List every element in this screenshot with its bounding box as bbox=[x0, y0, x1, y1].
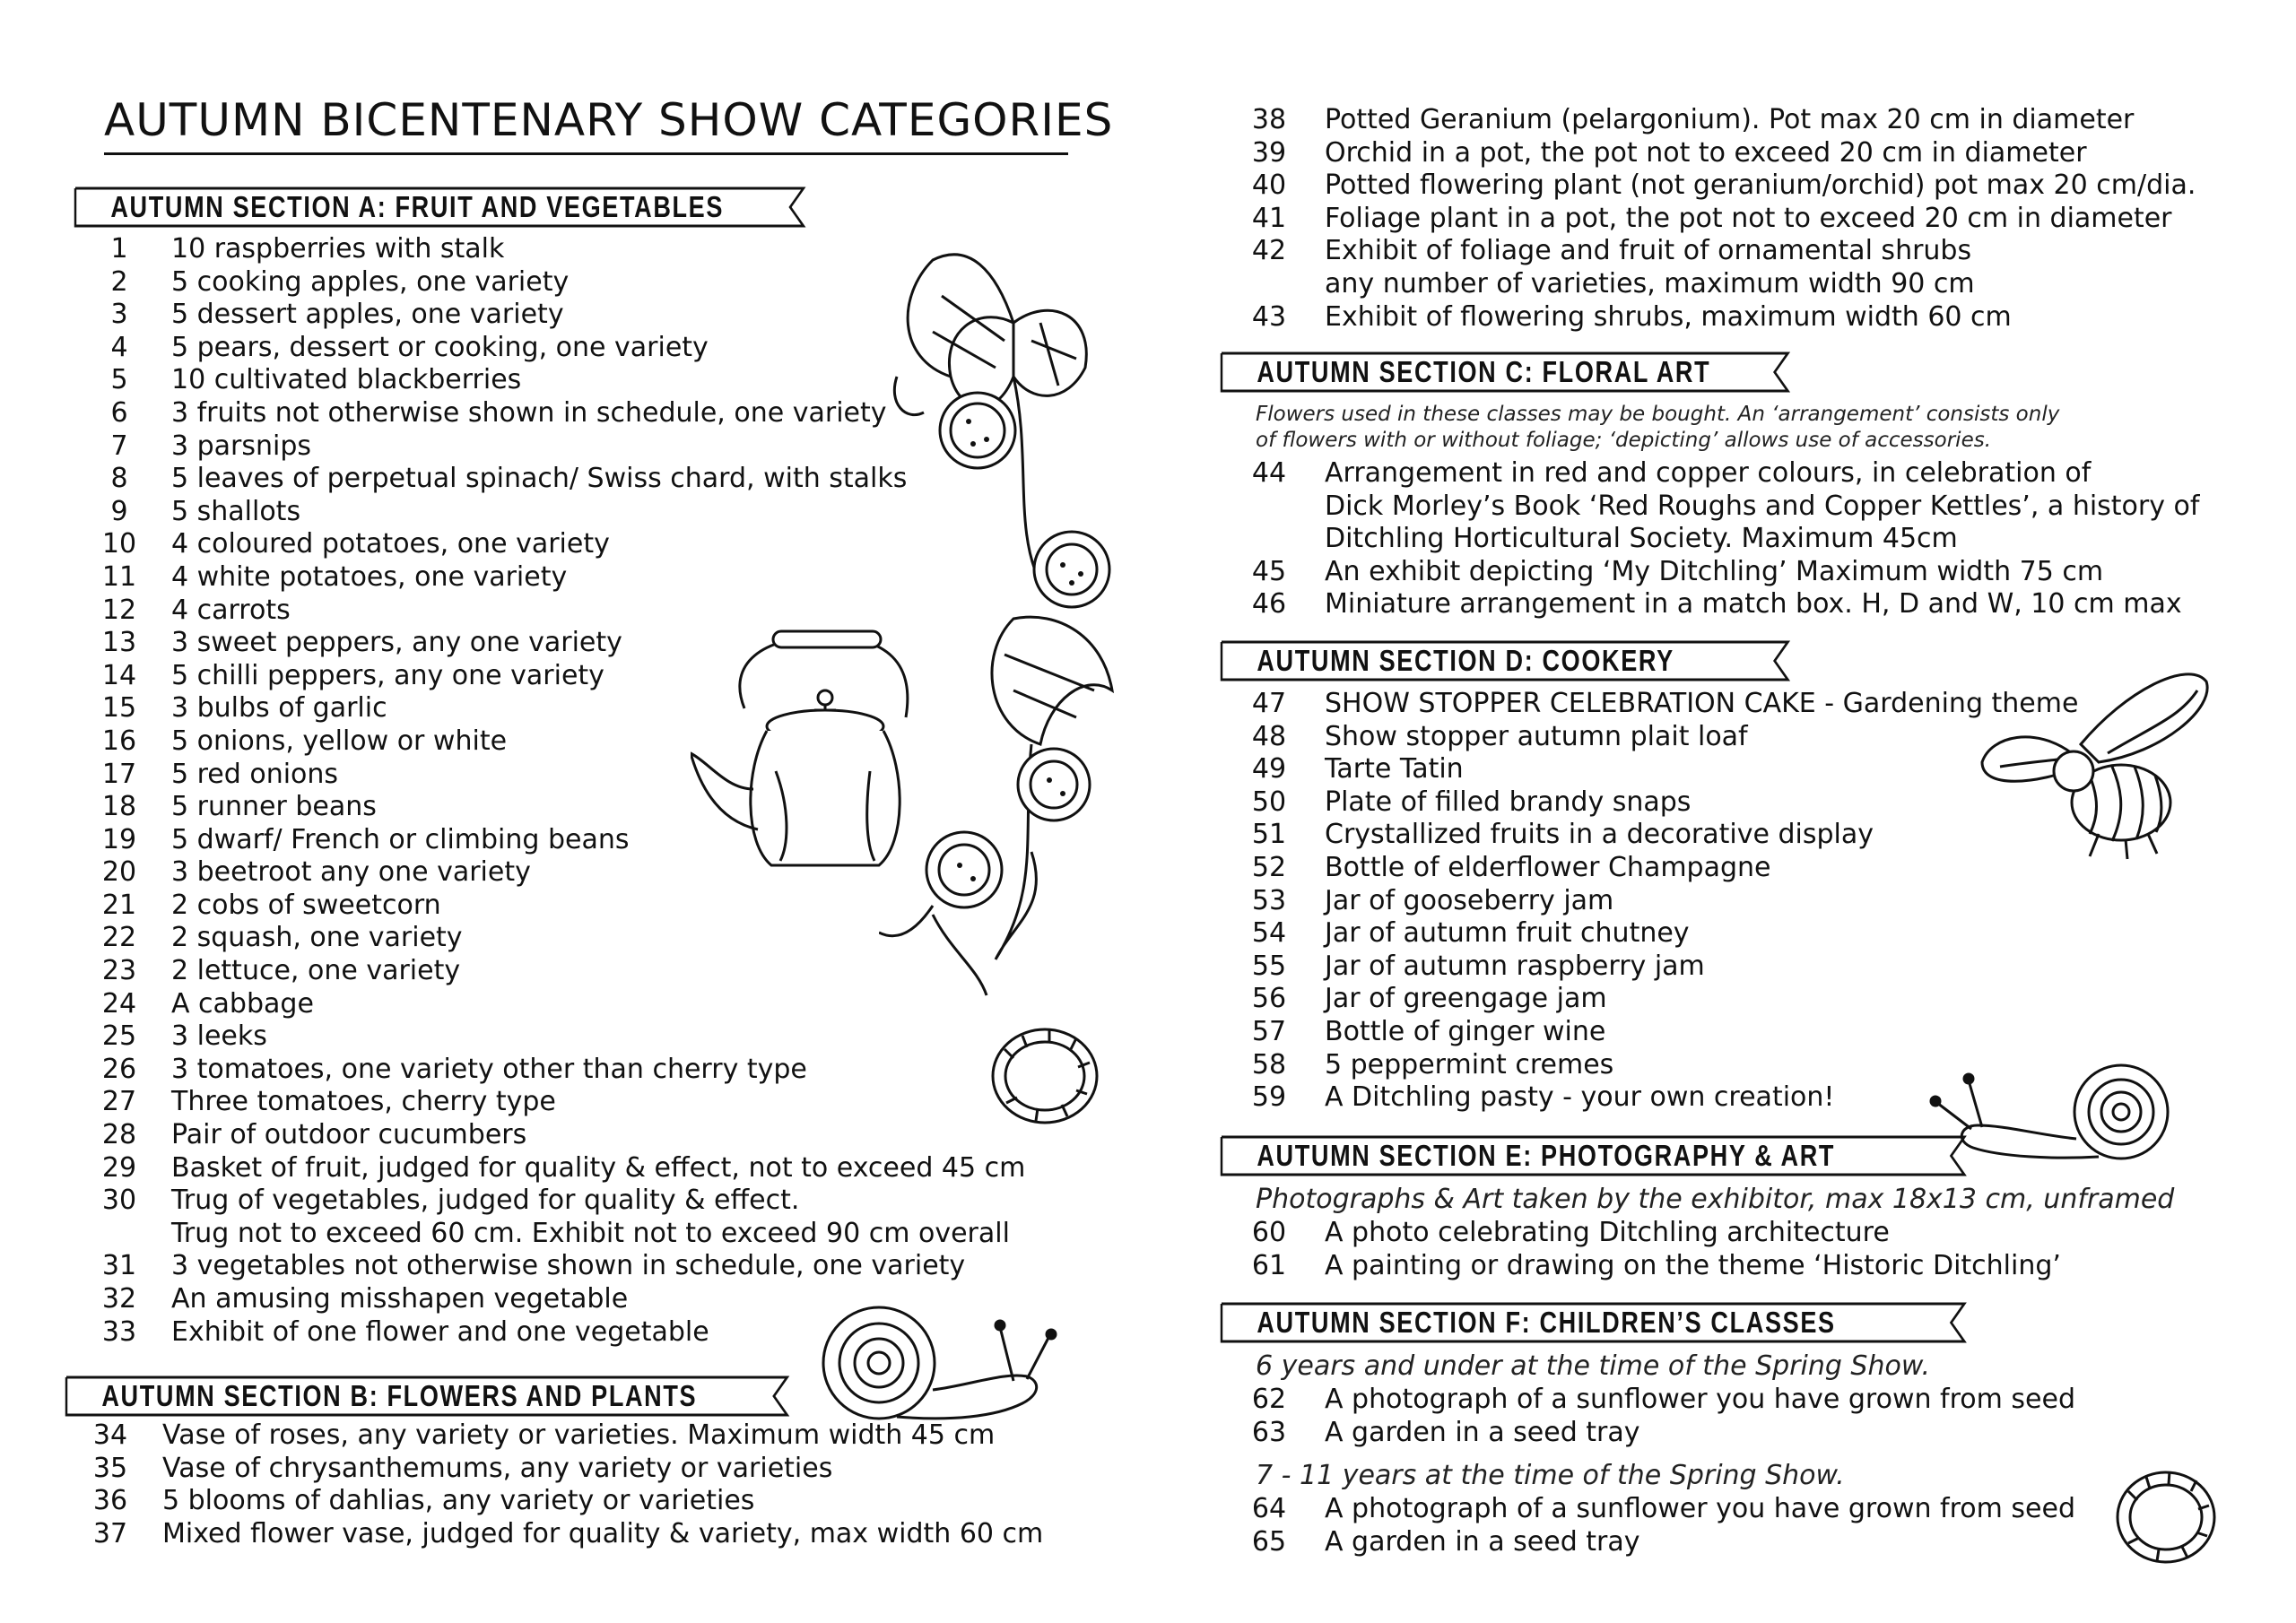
category-number: 63 bbox=[1251, 1416, 1287, 1448]
category-text: 3 sweet peppers, any one variety bbox=[171, 627, 622, 659]
category-text: 3 bulbs of garlic bbox=[171, 692, 387, 725]
category-text: 5 onions, yellow or white bbox=[171, 725, 508, 757]
category-number: 38 bbox=[1251, 104, 1287, 135]
category-item bbox=[1229, 1384, 2251, 1417]
category-number: 64 bbox=[1251, 1493, 1287, 1524]
category-text: Exhibit of one flower and one vegetable bbox=[171, 1315, 709, 1348]
category-text: Foliage plant in a pot, the pot not to exceed 20 cm in diameter bbox=[1325, 202, 2172, 234]
category-number: 23 bbox=[101, 955, 137, 987]
category-item bbox=[79, 1185, 1065, 1218]
section-e-heading bbox=[1222, 1137, 1964, 1175]
section-b-title: AUTUMN SECTION B: FLOWERS AND PLANTS bbox=[101, 1379, 698, 1412]
category-number: 55 bbox=[1251, 950, 1287, 982]
category-text: An amusing misshapen vegetable bbox=[171, 1283, 629, 1315]
category-text: 3 tomatoes, one variety other than cherry type bbox=[171, 1053, 807, 1085]
category-item-continuation bbox=[1229, 490, 2251, 524]
category-text: 2 cobs of sweetcorn bbox=[171, 889, 441, 921]
section-c-note-line2: of flowers with or without foliage; ‘depicting’ allows use of accessories. bbox=[1256, 429, 1992, 452]
category-text: Exhibit of foliage and fruit of ornamental shrubs bbox=[1325, 235, 1972, 267]
category-number: 46 bbox=[1251, 588, 1287, 621]
category-text: 3 vegetables not otherwise shown in schedule, one variety bbox=[171, 1250, 966, 1282]
section-a-title: AUTUMN SECTION A: FRUIT AND VEGETABLES bbox=[110, 190, 725, 223]
category-text: Orchid in a pot, the pot not to exceed 20 cm in diameter bbox=[1325, 136, 2087, 169]
category-number: 52 bbox=[1251, 851, 1287, 883]
category-item-continuation bbox=[1229, 268, 2251, 301]
category-text: A garden in a seed tray bbox=[1325, 1525, 1640, 1558]
category-text: A photo celebrating Ditchling architecture bbox=[1325, 1217, 1890, 1248]
category-text: A Ditchling pasty - your own creation! bbox=[1325, 1081, 1835, 1114]
category-text: 10 raspberries with stalk bbox=[171, 233, 505, 265]
category-number: 37 bbox=[92, 1517, 128, 1549]
category-text: Plate of filled brandy snaps bbox=[1325, 785, 1692, 818]
category-item bbox=[79, 1086, 1065, 1119]
category-text: Jar of autumn fruit chutney bbox=[1325, 917, 1690, 950]
category-number: 13 bbox=[101, 627, 137, 659]
section-e-title: AUTUMN SECTION E: PHOTOGRAPHY & ART bbox=[1257, 1139, 1836, 1172]
category-number: 12 bbox=[101, 594, 137, 626]
category-text: A cabbage bbox=[171, 987, 314, 1020]
category-number: 4 bbox=[110, 331, 128, 363]
category-number: 44 bbox=[1251, 457, 1287, 489]
category-number: 59 bbox=[1251, 1081, 1287, 1114]
category-number: 18 bbox=[101, 791, 137, 823]
category-number: 50 bbox=[1251, 785, 1287, 818]
category-number: 15 bbox=[101, 692, 137, 725]
category-number: 31 bbox=[101, 1250, 137, 1282]
category-number: 32 bbox=[101, 1283, 137, 1315]
category-item bbox=[1229, 983, 2251, 1016]
category-number: 43 bbox=[1251, 300, 1287, 333]
category-number: 53 bbox=[1251, 884, 1287, 916]
category-text: Bottle of elderflower Champagne bbox=[1325, 851, 1771, 883]
category-item bbox=[1229, 1417, 2251, 1450]
category-number: 16 bbox=[101, 725, 137, 757]
category-text: 3 beetroot any one variety bbox=[171, 856, 531, 889]
category-number: 29 bbox=[101, 1151, 137, 1184]
category-number: 48 bbox=[1251, 720, 1287, 752]
section-b-heading bbox=[66, 1377, 787, 1415]
category-item bbox=[1229, 169, 2251, 203]
category-text: 4 coloured potatoes, one variety bbox=[171, 528, 610, 560]
chestnut-icon bbox=[2112, 1466, 2220, 1569]
category-text: 5 leaves of perpetual spinach/ Swiss chard, with stalks bbox=[171, 463, 908, 495]
category-number: 5 bbox=[110, 364, 128, 396]
category-text: A garden in a seed tray bbox=[1325, 1416, 1640, 1448]
title-rule bbox=[104, 152, 1068, 155]
category-text: 4 white potatoes, one variety bbox=[171, 560, 568, 593]
category-text: Bottle of ginger wine bbox=[1325, 1015, 1606, 1047]
category-item bbox=[1229, 301, 2251, 334]
category-item bbox=[79, 1250, 1065, 1283]
category-text: 5 peppermint cremes bbox=[1325, 1048, 1614, 1081]
category-text: Mixed flower vase, judged for quality & variety, max width 60 cm bbox=[162, 1517, 1044, 1549]
category-number: 56 bbox=[1251, 983, 1287, 1015]
category-text: Miniature arrangement in a match box. H, D and W, 10 cm max bbox=[1325, 588, 2182, 621]
category-number: 19 bbox=[101, 823, 137, 855]
category-item bbox=[70, 1518, 1074, 1551]
category-text: Potted Geranium (pelargonium). Pot max 20 cm in diameter bbox=[1325, 104, 2135, 135]
category-item bbox=[1229, 235, 2251, 268]
category-text: 5 red onions bbox=[171, 758, 339, 790]
category-number: 28 bbox=[101, 1119, 137, 1151]
category-text: 3 fruits not otherwise shown in schedule, one variety bbox=[171, 396, 887, 429]
category-text: Trug not to exceed 60 cm. Exhibit not to exceed 90 cm overall bbox=[171, 1217, 1010, 1249]
category-text: A photograph of a sunflower you have grown from seed bbox=[1325, 1493, 2075, 1524]
category-number: 39 bbox=[1251, 136, 1287, 169]
category-text: A painting or drawing on the theme ‘Historic Ditchling’ bbox=[1325, 1249, 2061, 1281]
category-number: 24 bbox=[101, 987, 137, 1020]
category-number: 2 bbox=[110, 265, 128, 298]
category-number: 10 bbox=[101, 528, 137, 560]
category-item bbox=[1229, 950, 2251, 984]
category-item bbox=[79, 1020, 1065, 1054]
category-number: 8 bbox=[110, 463, 128, 495]
category-number: 54 bbox=[1251, 917, 1287, 950]
section-f-group2-note: 7 - 11 years at the time of the Spring Show. bbox=[1256, 1460, 1845, 1491]
category-text: Jar of autumn raspberry jam bbox=[1325, 950, 1705, 982]
category-item bbox=[1229, 1016, 2251, 1049]
section-a-heading bbox=[75, 188, 804, 226]
category-text: 2 squash, one variety bbox=[171, 922, 463, 954]
category-text: 5 cooking apples, one variety bbox=[171, 265, 570, 298]
category-text: 5 dessert apples, one variety bbox=[171, 299, 564, 331]
category-item bbox=[1229, 1526, 2251, 1559]
category-item bbox=[1229, 1217, 2251, 1250]
category-text: SHOW STOPPER CELEBRATION CAKE - Gardening theme bbox=[1325, 688, 2079, 719]
category-number: 25 bbox=[101, 1020, 137, 1053]
category-number: 34 bbox=[92, 1419, 128, 1451]
category-item bbox=[1229, 556, 2251, 589]
category-number: 20 bbox=[101, 856, 137, 889]
snail-icon bbox=[1919, 1063, 2179, 1161]
section-c-note-line1: Flowers used in these classes may be bought. An ‘arrangement’ consists only bbox=[1256, 403, 2060, 426]
section-c-heading bbox=[1222, 353, 1787, 391]
category-number: 6 bbox=[110, 396, 128, 429]
category-text: Arrangement in red and copper colours, in celebration of bbox=[1325, 457, 2092, 489]
category-text: Basket of fruit, judged for quality & effect, not to exceed 45 cm bbox=[171, 1151, 1026, 1184]
category-text: Vase of chrysanthemums, any variety or varieties bbox=[162, 1452, 833, 1484]
category-number: 42 bbox=[1251, 235, 1287, 267]
category-text: any number of varieties, maximum width 90 cm bbox=[1325, 267, 1975, 299]
category-text: 5 blooms of dahlias, any variety or varieties bbox=[162, 1485, 755, 1517]
category-text: Jar of gooseberry jam bbox=[1325, 884, 1614, 916]
category-number: 49 bbox=[1251, 753, 1287, 785]
category-item bbox=[79, 1119, 1065, 1152]
category-text: Dick Morley’s Book ‘Red Roughs and Copper Kettles’, a history of bbox=[1325, 490, 2200, 522]
category-number: 11 bbox=[101, 560, 137, 593]
category-text: Ditchling Horticultural Society. Maximum 45cm bbox=[1325, 523, 1958, 555]
category-text: Show stopper autumn plait loaf bbox=[1325, 720, 1748, 752]
category-text: Jar of greengage jam bbox=[1325, 983, 1607, 1015]
category-number: 14 bbox=[101, 659, 137, 691]
category-number: 62 bbox=[1251, 1384, 1287, 1415]
category-text: 3 parsnips bbox=[171, 430, 312, 462]
category-item bbox=[1229, 885, 2251, 918]
category-number: 45 bbox=[1251, 555, 1287, 587]
category-number: 61 bbox=[1251, 1249, 1287, 1281]
category-item bbox=[1229, 457, 2251, 490]
category-text: 3 leeks bbox=[171, 1020, 267, 1053]
category-text: 5 pears, dessert or cooking, one variety bbox=[171, 331, 709, 363]
category-text: 10 cultivated blackberries bbox=[171, 364, 522, 396]
category-number: 65 bbox=[1251, 1525, 1287, 1558]
category-text: 5 shallots bbox=[171, 495, 301, 527]
category-item bbox=[1229, 203, 2251, 236]
category-item bbox=[1229, 1250, 2251, 1283]
section-c-list bbox=[1229, 457, 2251, 621]
section-e-note: Photographs & Art taken by the exhibitor, max 18x13 cm, unframed bbox=[1256, 1184, 2175, 1215]
category-item bbox=[70, 1453, 1074, 1486]
leaves-and-fruit-icon bbox=[879, 188, 1130, 1013]
section-d-heading bbox=[1222, 642, 1787, 680]
category-item bbox=[1229, 104, 2251, 137]
category-number: 30 bbox=[101, 1185, 137, 1217]
section-e-list bbox=[1229, 1217, 2251, 1282]
page-title: AUTUMN BICENTENARY SHOW CATEGORIES bbox=[104, 94, 1114, 146]
category-number: 35 bbox=[92, 1452, 128, 1484]
section-b-list-continued bbox=[1229, 104, 2251, 334]
category-number: 9 bbox=[110, 495, 128, 527]
category-text: Tarte Tatin bbox=[1325, 753, 1464, 785]
category-text: A photograph of a sunflower you have grown from seed bbox=[1325, 1384, 2075, 1415]
category-number: 60 bbox=[1251, 1217, 1287, 1248]
category-item bbox=[1229, 1493, 2251, 1526]
category-number: 3 bbox=[110, 299, 128, 331]
category-text: Vase of roses, any variety or varieties. Maximum width 45 cm bbox=[162, 1419, 996, 1451]
category-text: Three tomatoes, cherry type bbox=[171, 1086, 556, 1118]
category-text: Pair of outdoor cucumbers bbox=[171, 1119, 527, 1151]
category-number: 22 bbox=[101, 922, 137, 954]
category-text: 5 chilli peppers, any one variety bbox=[171, 659, 604, 691]
category-item-continuation bbox=[79, 1218, 1065, 1251]
category-number: 1 bbox=[110, 233, 128, 265]
category-item-continuation bbox=[1229, 523, 2251, 556]
category-number: 41 bbox=[1251, 202, 1287, 234]
category-number: 51 bbox=[1251, 819, 1287, 851]
category-number: 40 bbox=[1251, 169, 1287, 202]
category-item bbox=[79, 1054, 1065, 1087]
category-text: An exhibit depicting ‘My Ditchling’ Maximum width 75 cm bbox=[1325, 555, 2104, 587]
snail-icon bbox=[816, 1300, 1067, 1426]
section-f-heading bbox=[1222, 1304, 1964, 1341]
chestnut-icon bbox=[987, 1022, 1103, 1130]
section-d-title: AUTUMN SECTION D: COOKERY bbox=[1257, 644, 1674, 677]
bee-icon bbox=[1973, 664, 2224, 861]
section-f-group1-note: 6 years and under at the time of the Spring Show. bbox=[1256, 1350, 1930, 1382]
section-b-list bbox=[70, 1419, 1074, 1550]
section-f-group2-list bbox=[1229, 1493, 2251, 1558]
category-item bbox=[70, 1485, 1074, 1518]
category-number: 57 bbox=[1251, 1015, 1287, 1047]
category-item bbox=[1229, 137, 2251, 170]
category-number: 17 bbox=[101, 758, 137, 790]
category-text: 4 carrots bbox=[171, 594, 291, 626]
category-text: Trug of vegetables, judged for quality & effect. bbox=[171, 1185, 800, 1217]
category-number: 36 bbox=[92, 1485, 128, 1517]
section-f-title: AUTUMN SECTION F: CHILDREN’S CLASSES bbox=[1257, 1306, 1836, 1339]
category-number: 33 bbox=[101, 1315, 137, 1348]
category-number: 21 bbox=[101, 889, 137, 921]
category-number: 58 bbox=[1251, 1048, 1287, 1081]
category-item bbox=[1229, 917, 2251, 950]
category-text: 2 lettuce, one variety bbox=[171, 955, 461, 987]
category-number: 26 bbox=[101, 1053, 137, 1085]
category-item bbox=[79, 1152, 1065, 1185]
category-item bbox=[1229, 588, 2251, 621]
category-number: 47 bbox=[1251, 688, 1287, 719]
category-text: Exhibit of flowering shrubs, maximum width 60 cm bbox=[1325, 300, 2012, 333]
category-text: Potted flowering plant (not geranium/orchid) pot max 20 cm/dia. bbox=[1325, 169, 2196, 202]
section-f-group1-list bbox=[1229, 1384, 2251, 1449]
kettle-icon bbox=[691, 628, 951, 879]
category-text: 5 runner beans bbox=[171, 791, 377, 823]
category-text: 5 dwarf/ French or climbing beans bbox=[171, 823, 630, 855]
category-number: 7 bbox=[110, 430, 128, 462]
section-c-title: AUTUMN SECTION C: FLORAL ART bbox=[1257, 355, 1711, 388]
category-text: Crystallized fruits in a decorative display bbox=[1325, 819, 1874, 851]
category-number: 27 bbox=[101, 1086, 137, 1118]
